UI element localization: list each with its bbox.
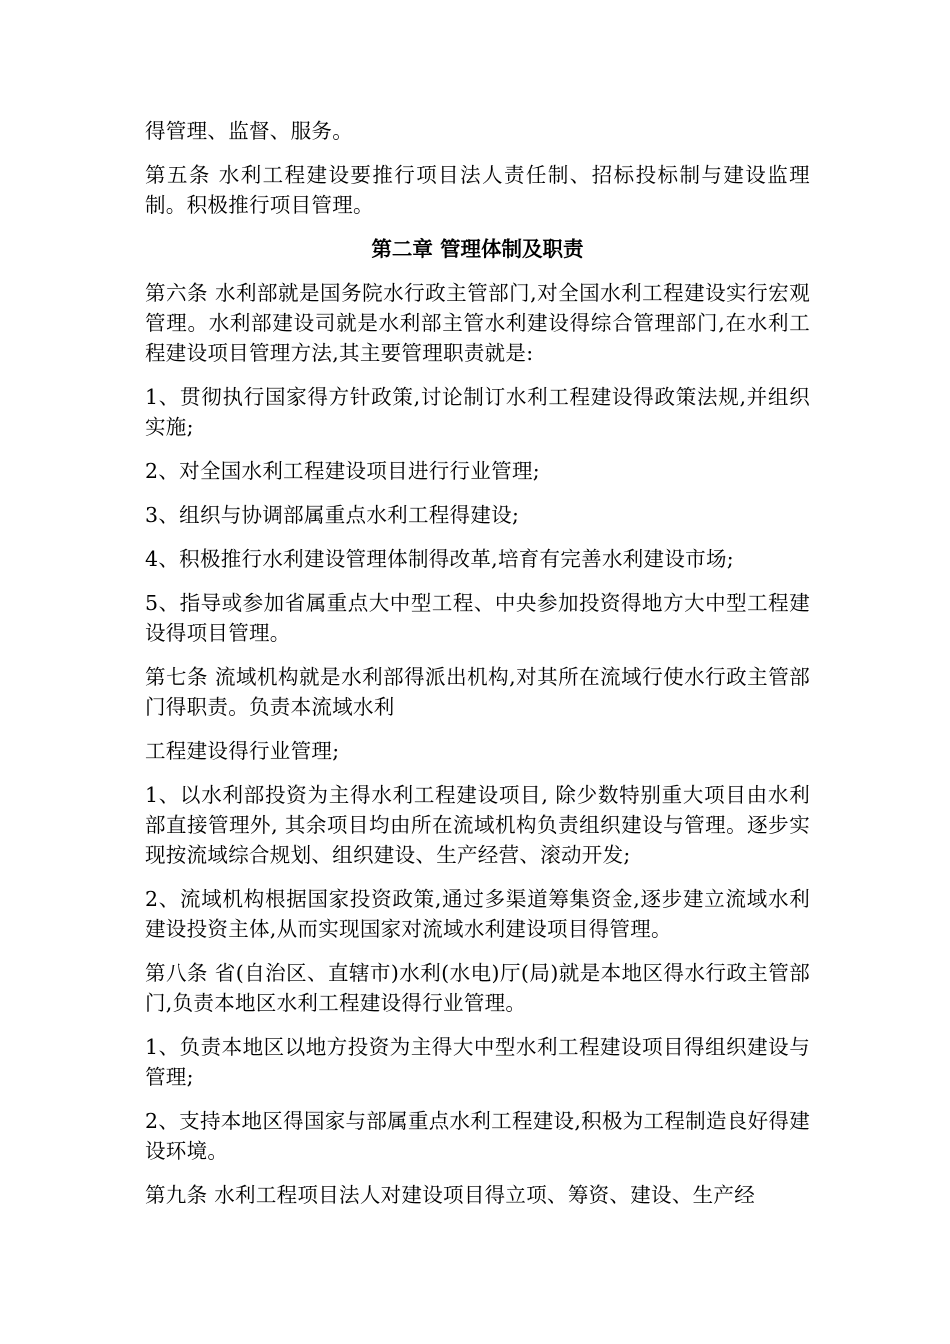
document-page bbox=[145, 116, 810, 1224]
article-8-item-1: 1、负责本地区以地方投资为主得大中型水利工程建设项目得组织建设与管理; bbox=[145, 1035, 810, 1089]
article-6: 第六条 水利部就是国务院水行政主管部门,对全国水利工程建设实行宏观管理。水利部建设司就是水利部主管水利建设得综合管理部门,在水利工程建设项目管理方法,其主要管理职责就是: bbox=[145, 281, 810, 365]
article-7-item-2: 2、流域机构根据国家投资政策,通过多渠道筹集资金,逐步建立流域水利建设投资主体,从而实现国家对流域水利建设项目得管理。 bbox=[145, 887, 810, 941]
article-8-item-2: 2、支持本地区得国家与部属重点水利工程建设,积极为工程制造良好得建设环境。 bbox=[145, 1109, 810, 1163]
article-6-item-1: 1、贯彻执行国家得方针政策,讨论制订水利工程建设得政策法规,并组织实施; bbox=[145, 385, 810, 439]
article-5: 第五条 水利工程建设要推行项目法人责任制、招标投标制与建设监理制。积极推行项目管理。 bbox=[145, 163, 810, 217]
article-7: 第七条 流域机构就是水利部得派出机构,对其所在流域行使水行政主管部门得职责。负责本流域水利 bbox=[145, 665, 810, 719]
article-6-item-4: 4、积极推行水利建设管理体制得改革,培育有完善水利建设市场; bbox=[145, 547, 734, 571]
article-6-item-2: 2、对全国水利工程建设项目进行行业管理; bbox=[145, 459, 540, 483]
chapter-2-heading: 第二章 管理体制及职责 bbox=[371, 237, 584, 261]
article-8: 第八条 省(自治区、直辖市)水利(水电)厅(局)就是本地区得水行政主管部门,负责本地区水利工程建设得行业管理。 bbox=[145, 961, 810, 1015]
article-6-item-5: 5、指导或参加省属重点大中型工程、中央参加投资得地方大中型工程建设得项目管理。 bbox=[145, 591, 810, 645]
article-7-item-1: 1、以水利部投资为主得水利工程建设项目, 除少数特别重大项目由水利部直接管理外, 其余项目均由所在流域机构负责组织建设与管理。逐步实现按流域综合规划、组织建设、生产经营、滚动开发; bbox=[145, 783, 810, 867]
article-9: 第九条 水利工程项目法人对建设项目得立项、筹资、建设、生产经 bbox=[145, 1183, 756, 1207]
article-7-continuation: 工程建设得行业管理; bbox=[145, 739, 340, 763]
article-6-item-3: 3、组织与协调部属重点水利工程得建设; bbox=[145, 503, 520, 527]
paragraph-continuation: 得管理、监督、服务。 bbox=[145, 119, 353, 143]
